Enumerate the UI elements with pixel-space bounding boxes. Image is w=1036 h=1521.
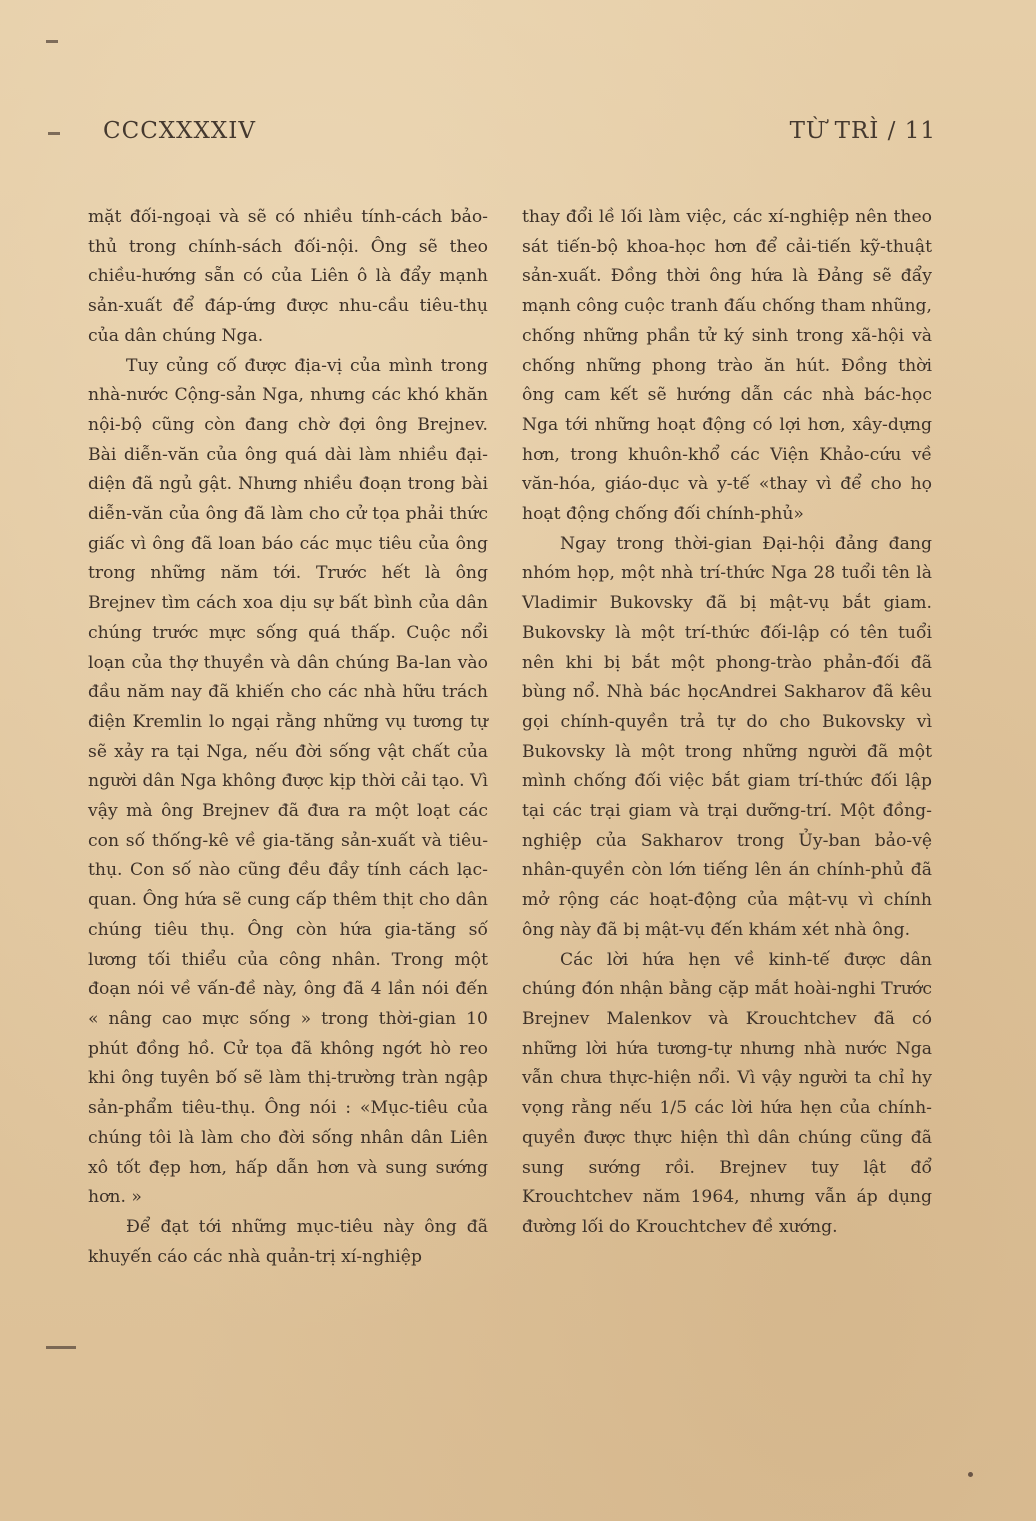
- ink-dot: [968, 1472, 973, 1477]
- paragraph: Ngay trong thời-gian Đại-hội đảng đang nhóm họp, một nhà trí-thức Nga 28 tuổi tên là Vladimir Bukovsky đã bị mật-vụ bắt giam. Bukovsky là một trí-thức đối-lập có tên tuổi nên khi bị bắt một phong-trào phản-đối đã bùng nổ. Nhà bác họcAndrei Sakharov đã kêu gọi chính-quyền trả tự do cho Bukovsky vì Bukovsky là một trong những người đã một mình chống đối việc bắt giam trí-thức đối lập tại các trại giam và trại dưỡng-trí. Một đồng-nghiệp của Sakharov trong Ủy-ban bảo-vệ nhân-quyền còn lớn tiếng lên án chính-phủ đã mở rộng các hoạt-động của mật-vụ vì chính ông này đã bị mật-vụ đến khám xét nhà ông.: [522, 533, 932, 940]
- paragraph: Các lời hứa hẹn về kinh-tế được dân chúng đón nhận bằng cặp mắt hoài-nghi Trước Brejnev Malenkov và Krouchtchev đã có những lời hứa tương-tự nhưng nhà nước Nga vẫn chưa thực-hiện nổi. Vì vậy người ta chỉ hy vọng rằng nếu 1/5 các lời hứa hẹn của chính-quyền được thực hiện thì dân chúng cũng đã sung sướng rồi. Brejnev tuy lật đổ Krouchtchev năm 1964, nhưng vẫn áp dụng đường lối do Krouchtchev đề xướng.: [522, 949, 932, 1237]
- right-column: [522, 203, 932, 1243]
- left-column: [88, 203, 488, 1272]
- paragraph: mặt đối-ngoại và sẽ có nhiều tính-cách bảo-thủ trong chính-sách đối-nội. Ông sẽ theo chiều-hướng sẵn có của Liên ô là đẩy mạnh sản-xuất để đáp-ứng được nhu-cầu tiêu-thụ của dân chúng Nga.: [88, 207, 488, 346]
- page-title-number: TỪ TRÌ / 11: [789, 118, 936, 144]
- issue-number: CCCXXXXIV: [103, 118, 256, 144]
- paragraph: Tuy củng cố được địa-vị của mình trong nhà-nước Cộng-sản Nga, nhưng các khó khăn nội-bộ cũng còn đang chờ đợi ông Brejnev. Bài diễn-văn của ông quá dài làm nhiều đại-diện đã ngủ gật. Nhưng nhiều đoạn trong bài diễn-văn của ông đã làm cho cử tọa phải thức giấc vì ông đã loan báo các mục tiêu của ông trong những năm tới. Trước hết là ông Brejnev tìm cách xoa dịu sự bất bình của dân chúng trước mực sống quá thấp. Cuộc nổi loạn của thợ thuyền và dân chúng Ba-lan vào đầu năm nay đã khiến cho các nhà hữu trách điện Kremlin lo ngại rằng những vụ tương tự sẽ xảy ra tại Nga, nếu đời sống vật chất của người dân Nga không được kịp thời cải tạo. Vì vậy mà ông Brejnev đã đưa ra một loạt các con số thống-kê về gia-tăng sản-xuất và tiêu-thụ. Con số nào cũng đều đầy tính cách lạc-quan. Ông hứa sẽ cung cấp thêm thịt cho dân chúng tiêu thụ. Ông còn hứa gia-tăng số lương tối thiểu của công nhân. Trong một đoạn nói về vấn-đề này, ông đã 4 lần nói đến « nâng cao mực sống » trong thời-gian 10 phút đồng hồ. Cử tọa đã không ngớt hò reo khi ông tuyên bố sẽ làm thị-trường tràn ngập sản-phẩm tiêu-thụ. Ông nói : «Mục-tiêu của chúng tôi là làm cho đời sống nhân dân Liên xô tốt đẹp hơn, hấp dẫn hơn và sung sướng hơn. »: [88, 355, 488, 1208]
- paragraph: Để đạt tới những mục-tiêu này ông đã khuyến cáo các nhà quản-trị xí-nghiệp: [88, 1216, 488, 1267]
- ink-speck: [48, 132, 60, 135]
- paragraph: thay đổi lề lối làm việc, các xí-nghiệp nên theo sát tiến-bộ khoa-học hơn để cải-tiến kỹ-thuật sản-xuất. Đồng thời ông hứa là Đảng sẽ đẩy mạnh công cuộc tranh đấu chống tham nhũng, chống những phần tử ký sinh trong xã-hội và chống những phong trào ăn hút. Đồng thời ông cam kết sẽ hướng dẫn các nhà bác-học Nga tới những hoạt động có lợi hơn, xây-dựng hơn, trong khuôn-khổ các Viện Khảo-cứu về văn-hóa, giáo-dục và y-tế «thay vì để cho họ hoạt động chống đối chính-phủ»: [522, 207, 932, 525]
- page-header: [100, 118, 936, 154]
- ink-speck: [46, 40, 58, 43]
- ink-speck: [46, 1346, 76, 1349]
